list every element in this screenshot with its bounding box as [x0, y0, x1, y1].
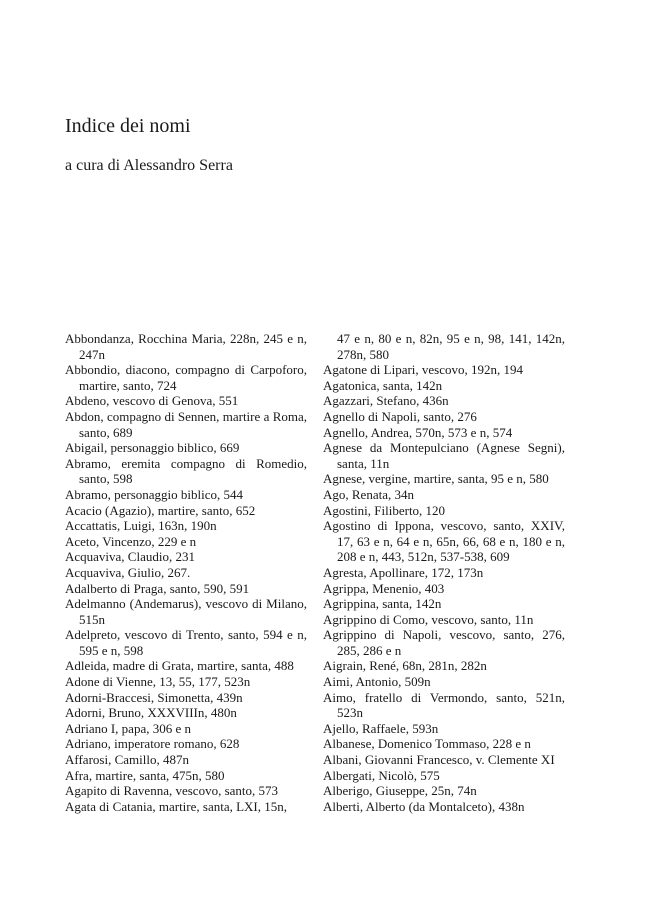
index-entry: Afra, martire, santa, 475n, 580 [65, 767, 225, 783]
index-entry: Adriano I, papa, 306 e n [65, 720, 191, 736]
index-entry-continuation: 47 e n, 80 e n, 82n, 95 e n, 98, 141, 142n, 278n, 580 [337, 331, 565, 362]
index-entry: Adelpreto, vescovo di Trento, santo, 594 e n, 595 e n, 598 [65, 627, 307, 658]
index-entry: Agatonica, santa, 142n [323, 377, 443, 393]
index-entry: Agrippina, santa, 142n [323, 596, 442, 612]
index-column-right [323, 331, 565, 814]
index-entry: Abbondio, diacono, compagno di Carpoforo, martire, santo, 724 [65, 362, 307, 393]
index-entry: Agnello di Napoli, santo, 276 [323, 408, 477, 424]
index-entry: Aigrain, René, 68n, 281n, 282n [323, 658, 487, 674]
index-column-left [65, 331, 307, 814]
index-entry: Agatone di Lipari, vescovo, 192n, 194 [323, 362, 524, 378]
index-entry: Agazzari, Stefano, 436n [323, 393, 449, 409]
page-subtitle: a cura di Alessandro Serra [65, 157, 233, 174]
index-entry: Agnese, vergine, martire, santa, 95 e n, 580 [323, 471, 549, 487]
index-entry: Adelmanno (Andemarus), vescovo di Milano, 515n [65, 596, 307, 627]
index-entry: Alberigo, Giuseppe, 25n, 74n [323, 783, 477, 799]
index-entry: Abdeno, vescovo di Genova, 551 [65, 393, 239, 409]
index-entry: Affarosi, Camillo, 487n [65, 752, 189, 768]
index-entry: Abramo, personaggio biblico, 544 [65, 486, 243, 502]
index-entry: Alberti, Alberto (da Montalceto), 438n [323, 798, 525, 814]
index-entry: Adleida, madre di Grata, martire, santa, 488 [65, 658, 294, 674]
index-entry: Abramo, eremita compagno di Romedio, santo, 598 [65, 455, 307, 487]
index-entry: Abigail, personaggio biblico, 669 [65, 440, 240, 456]
index-entry: Ago, Renata, 34n [323, 486, 414, 502]
index-entry: Agrippino di Napoli, vescovo, santo, 276, 285, 286 e n [323, 627, 565, 658]
index-entry: Aimo, fratello di Vermondo, santo, 521n, 523n [323, 689, 565, 721]
index-entry: Adalberto di Praga, santo, 590, 591 [65, 580, 250, 596]
index-entry: Adorni, Bruno, XXXVIIIn, 480n [65, 705, 237, 721]
index-entry: Abdon, compagno di Sennen, martire a Roma, santo, 689 [65, 408, 307, 440]
index-entry: Aceto, Vincenzo, 229 e n [65, 533, 197, 549]
index-entry: Agnello, Andrea, 570n, 573 e n, 574 [323, 424, 513, 440]
index-entry: Ajello, Raffaele, 593n [323, 720, 439, 736]
page-title: Indice dei nomi [65, 115, 191, 137]
index-entry: Aimi, Antonio, 509n [323, 674, 431, 690]
index-entry: Agrippino di Como, vescovo, santo, 11n [323, 611, 534, 627]
index-entry: Albergati, Nicolò, 575 [323, 767, 440, 783]
index-entry: Agrippa, Menenio, 403 [323, 580, 445, 596]
index-entry: Agresta, Apollinare, 172, 173n [323, 564, 484, 580]
index-entry: Acacio (Agazio), martire, santo, 652 [65, 502, 256, 518]
index-entry: Albanese, Domenico Tommaso, 228 e n [323, 736, 531, 752]
index-entry: Albani, Giovanni Francesco, v. Clemente XI [323, 752, 555, 768]
index-entry: Abbondanza, Rocchina Maria, 228n, 245 e n, 247n [65, 331, 307, 362]
index-entry: Agapito di Ravenna, vescovo, santo, 573 [65, 783, 279, 799]
index-entry: Agostino di Ippona, vescovo, santo, XXIV, 17, 63 e n, 64 e n, 65n, 66, 68 e n, 180 e n, 208 e n, 443, 512n, 537-538, 609 [323, 518, 565, 565]
index-entry: Accattatis, Luigi, 163n, 190n [65, 518, 217, 534]
index-entry: Agata di Catania, martire, santa, LXI, 15n, [65, 798, 288, 814]
index-entry: Acquaviva, Giulio, 267. [65, 564, 191, 580]
index-entry: Agnese da Montepulciano (Agnese Segni), santa, 11n [323, 440, 565, 471]
index-entry: Acquaviva, Claudio, 231 [65, 549, 195, 565]
index-entry: Adriano, imperatore romano, 628 [65, 736, 240, 752]
index-entry: Agostini, Filiberto, 120 [323, 502, 446, 518]
index-entry: Adorni-Braccesi, Simonetta, 439n [65, 689, 243, 705]
index-entry: Adone di Vienne, 13, 55, 177, 523n [65, 674, 251, 690]
